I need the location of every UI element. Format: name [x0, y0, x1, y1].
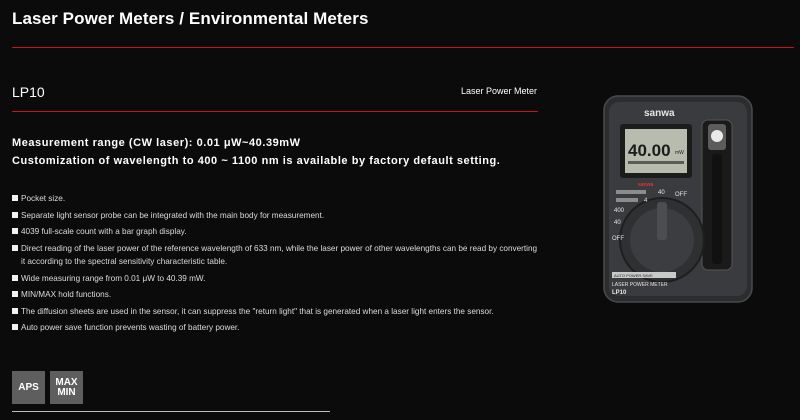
square-bullet-icon — [12, 195, 18, 201]
bottom-divider — [12, 411, 330, 412]
min-label: MIN — [57, 386, 76, 398]
product-type: Laser Power Meter — [460, 86, 537, 96]
feature-text: 4039 full-scale count with a bar graph display. — [21, 227, 187, 236]
list-item — [12, 242, 542, 269]
feature-text: The diffusion sheets are used in the sensor, it can suppress the "return light" that is generated when a laser light enters the sensor. — [21, 306, 494, 316]
aps-badge — [12, 371, 45, 404]
square-bullet-icon — [12, 324, 18, 330]
lcd-brand: sanwa — [638, 182, 654, 188]
aps-label: APS — [18, 382, 39, 393]
page-title: Laser Power Meters / Environmental Meters — [12, 9, 369, 28]
dial-label-40: 40 — [658, 190, 665, 196]
list-item — [12, 225, 542, 239]
model-line-label: LASER POWER METER — [612, 282, 668, 288]
dial-label-off-top: OFF — [675, 192, 687, 198]
feature-text: Auto power save function prevents wasting of battery power. — [21, 323, 240, 332]
product-divider — [12, 111, 538, 112]
dial-label-off-bottom: OFF — [612, 236, 624, 242]
list-item — [12, 321, 542, 335]
feature-text: Pocket size. — [21, 194, 66, 203]
list-item — [12, 209, 542, 223]
square-bullet-icon — [12, 275, 18, 281]
dial-label-400: 400 — [614, 208, 625, 214]
title-divider — [12, 47, 794, 48]
square-bullet-icon — [12, 291, 18, 297]
square-bullet-icon — [12, 212, 18, 218]
lcd-reading: 40.00 — [628, 141, 671, 160]
feature-text: MIN/MAX hold functions. — [21, 290, 112, 299]
spec-measurement-range: Measurement range (CW laser): 0.01 μW~40.39mW — [12, 137, 301, 149]
feature-text: Direct reading of the laser power of the reference wavelength of 633 nm, while the laser power of other wavelengths can be read by converting it according to the spectral sensitivity characteristic table. — [21, 243, 538, 266]
square-bullet-icon — [12, 228, 18, 234]
feature-text: Separate light sensor probe can be integrated with the main body for measurement. — [21, 210, 325, 220]
product-code: LP10 — [12, 84, 45, 100]
feature-list — [12, 192, 542, 338]
model-label: LP10 — [612, 290, 627, 296]
auto-power-save-label: AUTO POWER SAVE — [614, 273, 653, 278]
feature-text: Wide measuring range from 0.01 μW to 40.39 mW. — [21, 273, 206, 283]
dial-label-40-low: 40 — [614, 220, 621, 226]
list-item — [12, 288, 542, 302]
spec-wavelength: Customization of wavelength to 400 ~ 1100 nm is available by factory default setting. — [12, 155, 501, 167]
laser-power-meter-image — [598, 94, 758, 304]
list-item — [12, 192, 542, 206]
max-label: MAX — [55, 376, 78, 388]
dial-label-4: 4 — [644, 198, 648, 204]
lcd-unit: mW — [675, 150, 684, 156]
list-item — [12, 305, 542, 319]
square-bullet-icon — [12, 245, 18, 251]
max-min-badge — [50, 371, 83, 404]
brand-label: sanwa — [644, 108, 675, 119]
list-item — [12, 272, 542, 286]
square-bullet-icon — [12, 308, 18, 314]
